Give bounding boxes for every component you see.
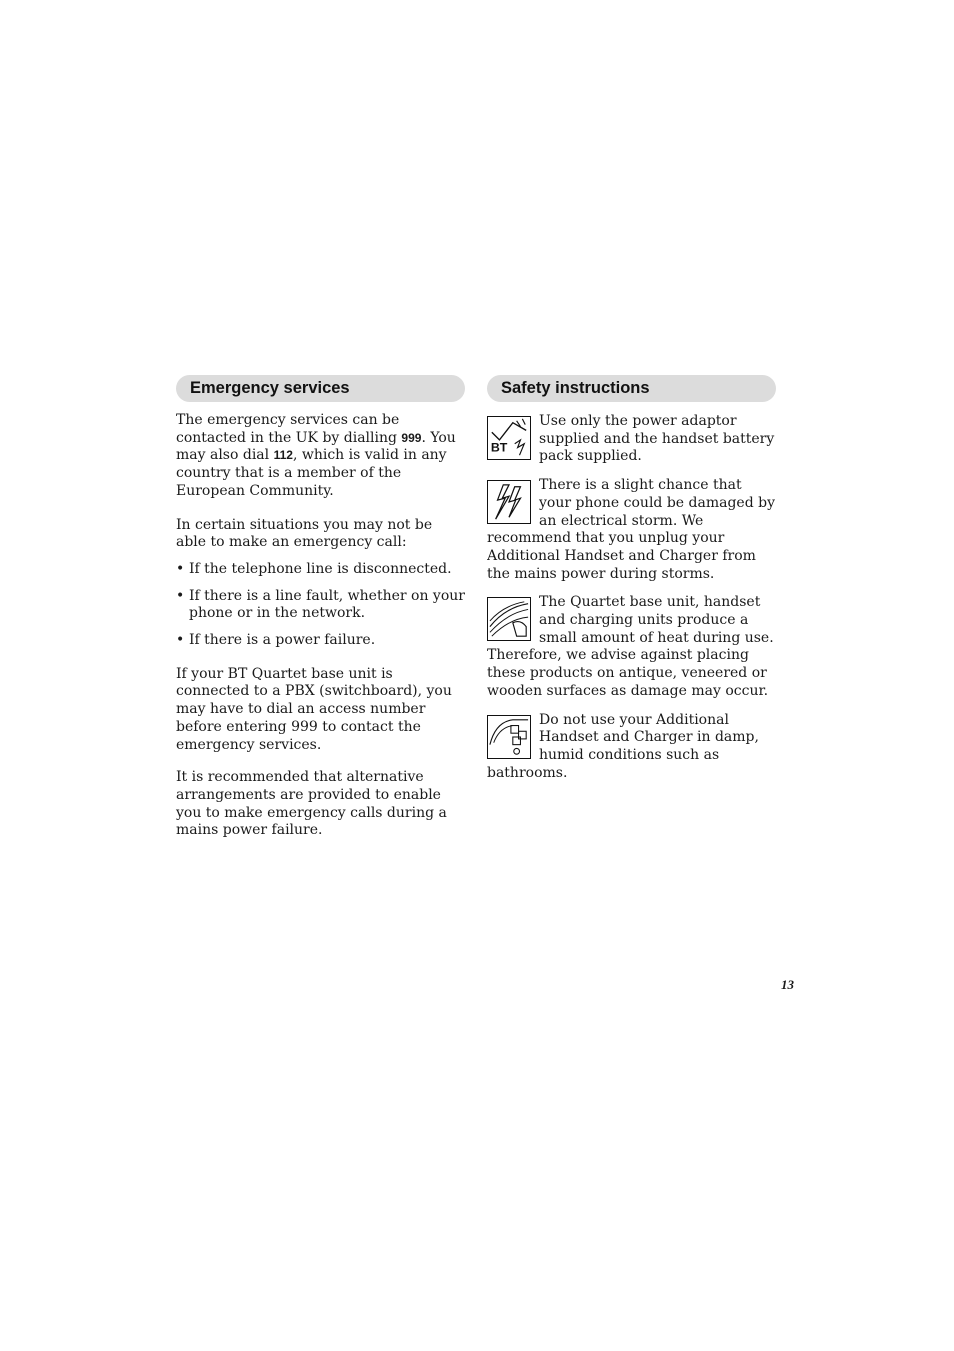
bt-adaptor-icon — [487, 416, 531, 460]
emergency-intro-paragraph: The emergency services can be contacted in the UK by dialling 999. You may also dial 112, which is valid in any country that is a member of the European Community. — [176, 412, 456, 499]
list-item: • If there is a power failure. — [176, 632, 376, 649]
emergency-situations-paragraph: In certain situations you may not be able to make an emergency call: — [176, 516, 433, 551]
page-number: 13 — [781, 977, 794, 992]
emergency-services-section — [176, 375, 465, 840]
bullet-marker: • — [176, 587, 185, 604]
bathroom-tap-icon — [487, 715, 531, 759]
safety-item-storm — [487, 477, 776, 583]
safety-adaptor-text: Use only the power adaptor supplied and the handset battery pack supplied. — [539, 413, 775, 465]
alternative-arrangements-paragraph: It is recommended that alternative arrangements are provided to enable you to make emergency calls during a mains power failure. — [176, 769, 447, 839]
pbx-paragraph: If your BT Quartet base unit is connected to a PBX (switchboard), you may have to dial an access number before entering 999 to contact the emergency services. — [176, 665, 452, 753]
safety-instructions-heading: Safety instructions — [487, 375, 776, 402]
safety-storm-text: There is a slight chance that your phone could be damaged by an electrical storm. We recommend that you unplug your Additional Handset and Charger from the mains power during storms. — [487, 477, 775, 582]
emergency-services-heading: Emergency services — [176, 375, 465, 402]
safety-item-adaptor — [487, 413, 776, 466]
safety-item-damp — [487, 712, 776, 783]
lightning-icon — [487, 480, 531, 524]
safety-item-heat — [487, 594, 776, 700]
safety-damp-text: Do not use your Additional Handset and Charger in damp, humid conditions such as bathrooms. — [487, 711, 759, 781]
safety-instructions-section — [487, 375, 776, 782]
safety-heat-text: The Quartet base unit, handset and charging units produce a small amount of heat during use. Therefore, we advise against placing these products on antique, veneered or wooden surfaces as damage may occur. — [487, 594, 774, 699]
bullet-marker: • — [176, 560, 185, 577]
list-item: • If the telephone line is disconnected. — [176, 560, 452, 577]
number-112: 112 — [273, 448, 293, 463]
number-999: 999 — [401, 430, 422, 445]
svg-text:BT: BT — [490, 440, 508, 455]
list-item: • If there is a line fault, whether on your phone or in the network. — [176, 587, 465, 622]
wooden-surface-icon — [487, 597, 531, 641]
bullet-marker: • — [176, 632, 185, 649]
